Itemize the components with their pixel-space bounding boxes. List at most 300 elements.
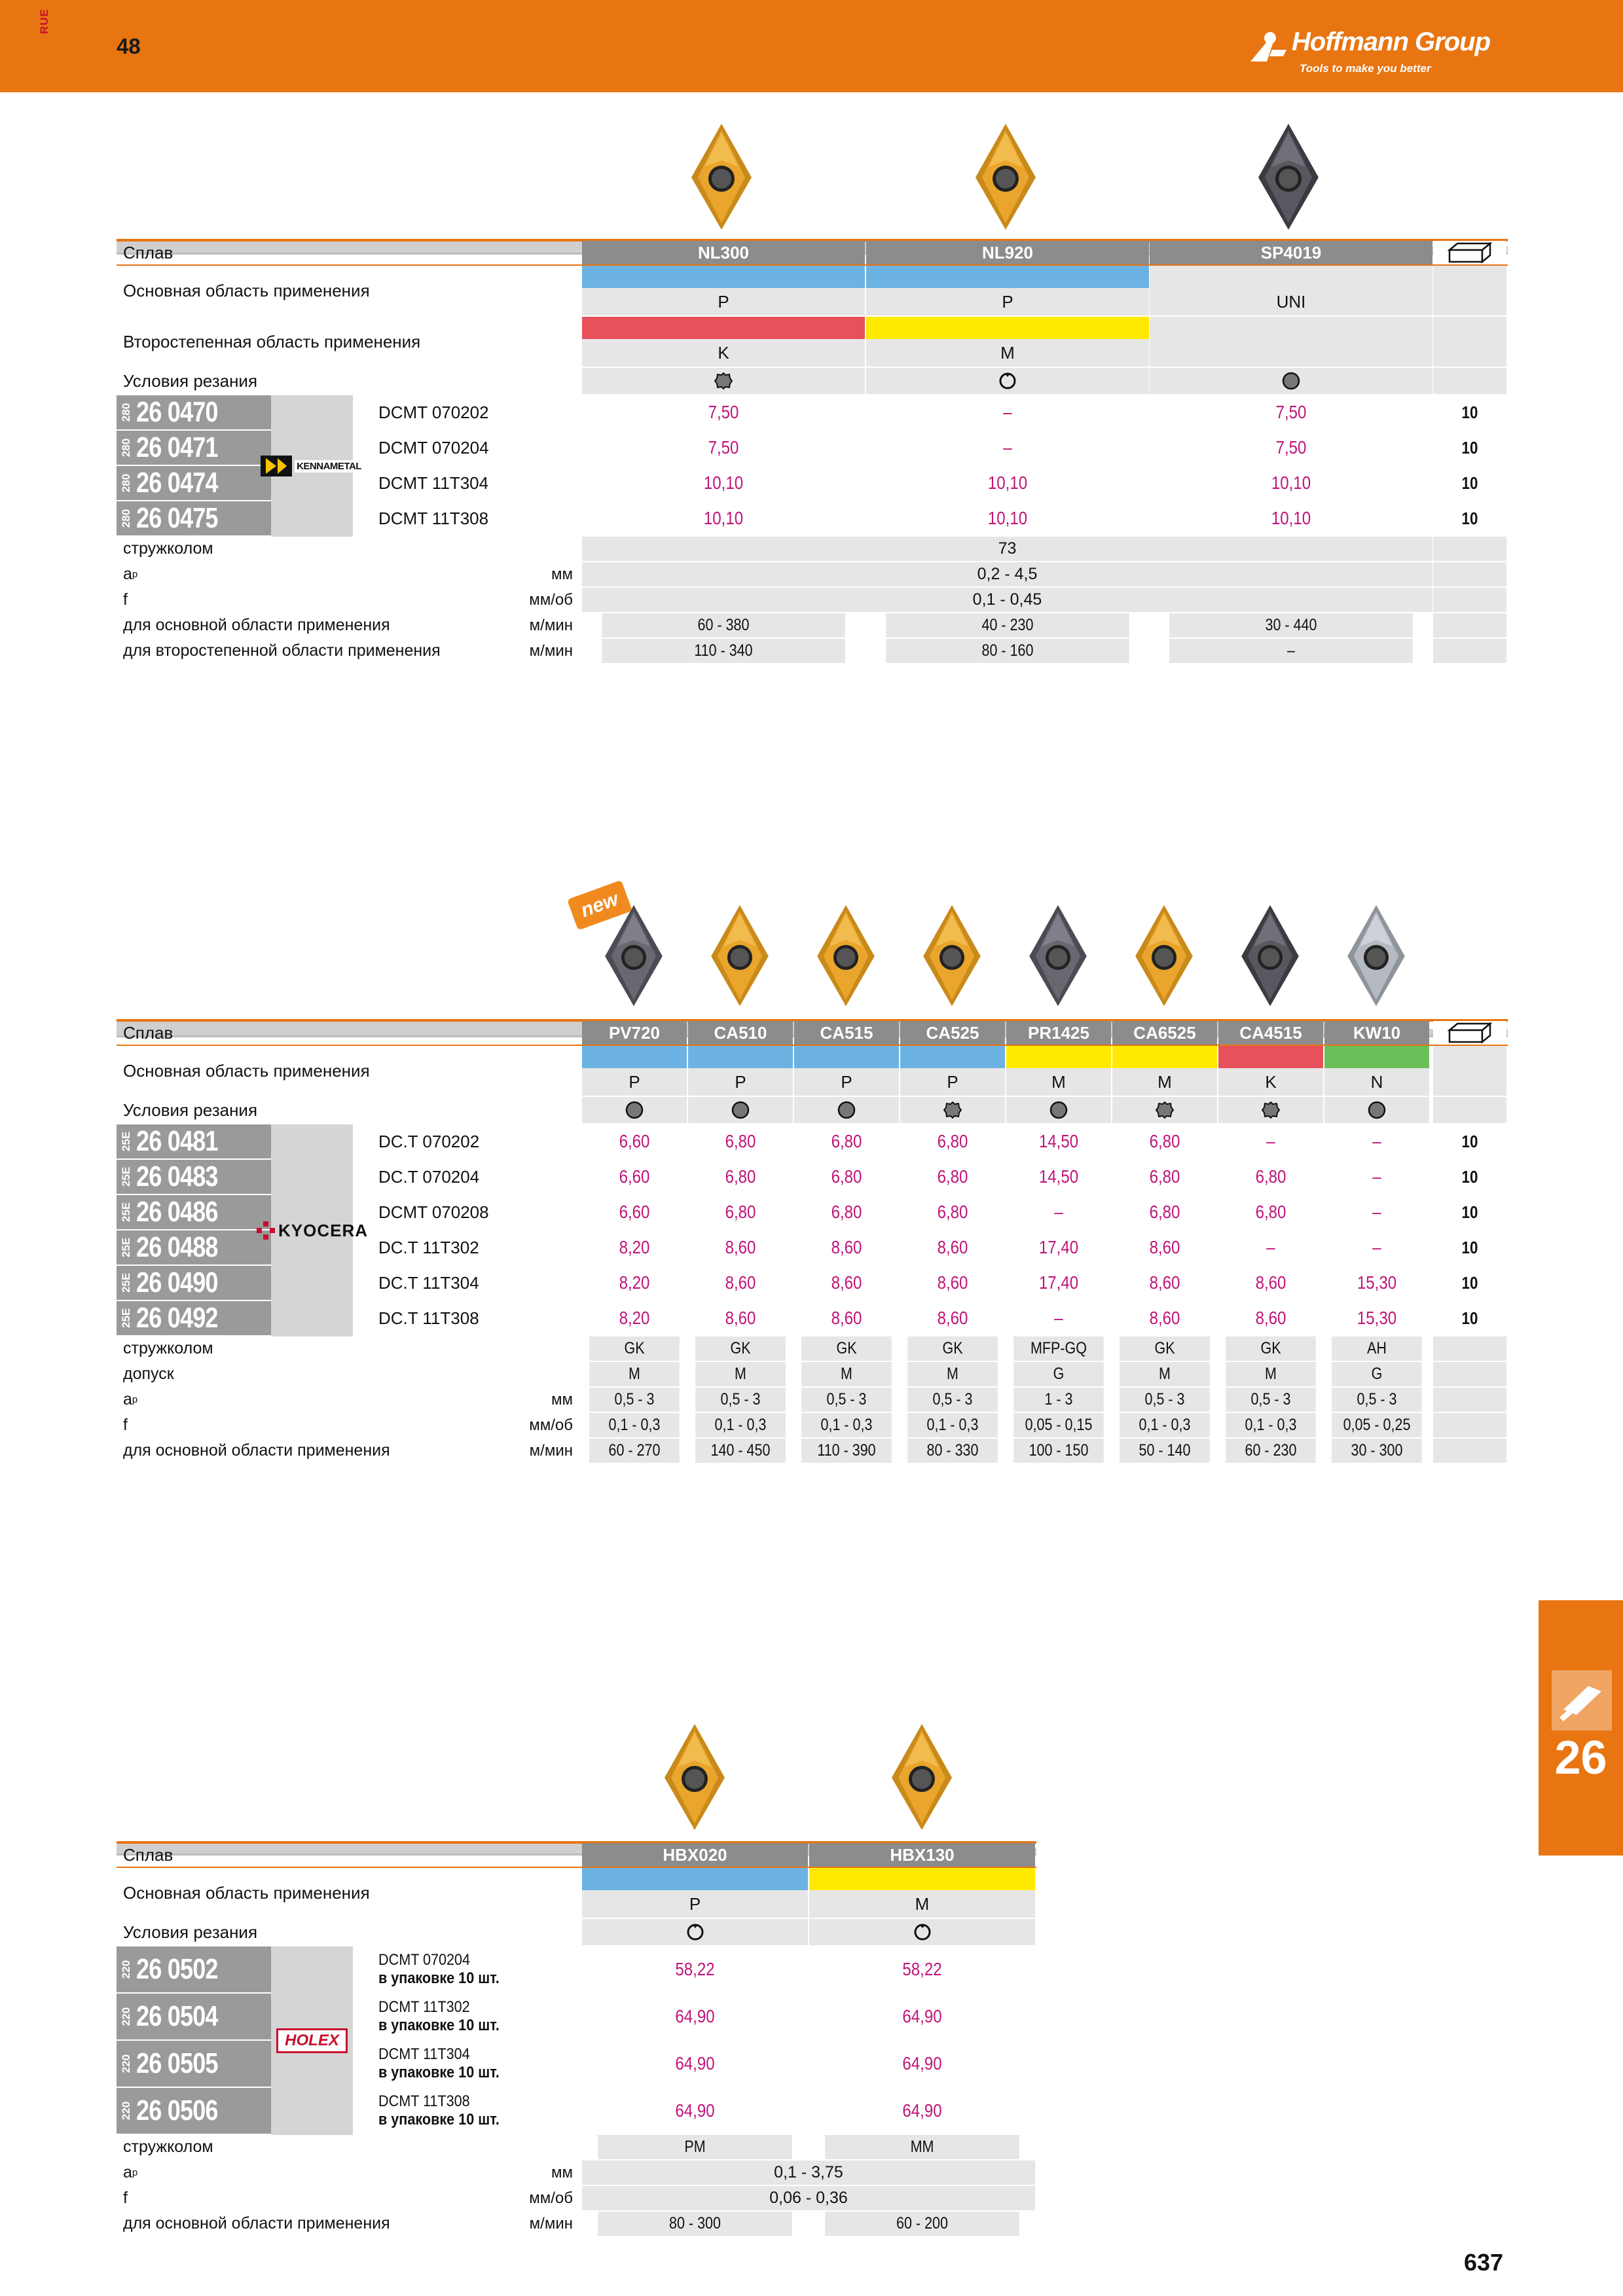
main-area-value: UNI — [1150, 288, 1432, 315]
article-prefix: 25E — [120, 1166, 132, 1187]
price-cell: 7,50 — [708, 437, 739, 457]
pack-qty: 10 — [1461, 1237, 1478, 1257]
price-cell: 6,60 — [619, 1202, 650, 1222]
type-cell — [378, 2088, 575, 2134]
price-cell: 6,60 — [619, 1131, 650, 1151]
ap-row — [117, 2161, 1036, 2185]
price-cell: 6,80 — [937, 1202, 968, 1222]
pack-qty: 10 — [1461, 1308, 1478, 1328]
param-subscript: p — [132, 569, 138, 580]
price-cell: 64,90 — [902, 2100, 942, 2121]
normal-conditions-icon — [913, 1922, 932, 1942]
insert-type: DCMT 070204 — [378, 1951, 471, 1969]
pack-col — [1433, 562, 1506, 586]
grade-header: NL300 — [582, 241, 865, 264]
main-area-value: P — [582, 288, 865, 315]
main-area-row — [117, 1046, 1508, 1096]
alloy-row — [117, 241, 1508, 264]
insert-nl300-icon — [689, 121, 754, 232]
secondary-area-cell — [866, 317, 1149, 367]
pack-col — [1433, 1439, 1506, 1463]
param-value: M — [801, 1362, 892, 1386]
pack-col — [1433, 317, 1506, 367]
insert-type: DCMT 070202 — [378, 402, 489, 422]
param-value: GK — [589, 1336, 680, 1361]
article-number: 26 0502 — [136, 1953, 218, 1985]
param-value: 0,1 - 0,3 — [1120, 1413, 1210, 1437]
param-value: 0,5 - 3 — [907, 1388, 998, 1412]
chipbreaker-row-label: стружколом — [123, 2138, 213, 2156]
conditions-label: Условия резания — [123, 1100, 258, 1120]
alloy-label: Сплав — [123, 1844, 173, 1865]
pack-text: в упаковке 10 шт. — [378, 1969, 500, 1987]
grade-header: CA6525 — [1112, 1021, 1217, 1045]
package-icon — [1447, 241, 1493, 264]
pack-text: в упаковке 10 шт. — [378, 2064, 500, 2081]
price-cell: 8,60 — [937, 1272, 968, 1293]
secondary-area-value — [1150, 339, 1432, 367]
pack-qty: 10 — [1461, 437, 1478, 457]
price-cell: 8,60 — [831, 1272, 862, 1293]
unit: мм — [551, 565, 573, 583]
normal-conditions-icon — [998, 371, 1017, 391]
interrupted-conditions-icon — [943, 1100, 962, 1120]
param-value: 0,5 - 3 — [589, 1388, 680, 1412]
kyocera-logo — [256, 1221, 368, 1241]
chipbreaker-row — [117, 537, 1508, 561]
main-area-cell — [1112, 1046, 1217, 1096]
grade-header: CA4515 — [1218, 1021, 1323, 1045]
main-area-cell — [582, 1868, 808, 1918]
catalog-page-number: 48 — [117, 34, 141, 58]
table-kyocera — [117, 1021, 1508, 1460]
main-area-value: P — [582, 1890, 808, 1918]
alloy-row — [117, 1843, 1036, 1867]
main-area-value: P — [688, 1068, 793, 1096]
insert-ca515-icon — [814, 903, 877, 1009]
grade-header: NL920 — [866, 241, 1149, 264]
brand-logo-area — [271, 395, 361, 537]
price-cell: – — [1372, 1237, 1381, 1257]
pack-qty: 10 — [1461, 1202, 1478, 1222]
article-prefix: 280 — [120, 438, 132, 457]
article-prefix: 220 — [120, 1960, 132, 1979]
brand-logo — [1247, 26, 1516, 80]
conditions-row — [117, 368, 1508, 394]
price-cell: – — [1266, 1131, 1275, 1151]
secondary-area-row — [117, 317, 1508, 367]
price-cell: 15,30 — [1357, 1308, 1397, 1328]
param-value: GK — [695, 1336, 786, 1361]
pack-col — [1433, 1413, 1506, 1437]
material-color-bar — [582, 1868, 808, 1890]
param-value: M — [1226, 1362, 1316, 1386]
price-cell: 8,20 — [619, 1237, 650, 1257]
condition-cell — [809, 1919, 1035, 1945]
price-cell: 6,80 — [831, 1131, 862, 1151]
insert-hbx130-icon — [889, 1721, 955, 1833]
pack-col — [1433, 639, 1506, 663]
price-cell: 7,50 — [1275, 402, 1307, 422]
article-number-box — [117, 501, 271, 535]
article-number: 26 0471 — [136, 431, 218, 463]
unit: мм — [551, 1390, 573, 1408]
price-cell: 6,80 — [725, 1202, 756, 1222]
pack-text: в упаковке 10 шт. — [378, 2111, 500, 2128]
main-area-label: Основная область применения — [123, 1060, 370, 1081]
param-value: M — [589, 1362, 680, 1386]
param-value: MM — [825, 2135, 1019, 2159]
hoffmann-logo-icon — [1247, 30, 1293, 63]
grade-header: CA515 — [794, 1021, 899, 1045]
grade-header: HBX020 — [582, 1843, 808, 1867]
interrupted-conditions-icon — [1155, 1100, 1175, 1120]
vc-main-row — [117, 1439, 1508, 1463]
table-holex — [117, 1843, 1036, 2233]
article-number-box — [117, 466, 271, 500]
article-prefix: 220 — [120, 2101, 132, 2121]
secondary-area-value: K — [582, 339, 865, 367]
vc-main-row-label: для основной области применения — [123, 616, 390, 634]
price-cell: 7,50 — [1275, 437, 1307, 457]
price-cell: 8,60 — [1149, 1308, 1180, 1328]
unit: мм — [551, 2163, 573, 2181]
price-cell: 6,80 — [831, 1166, 862, 1187]
price-cell: 10,10 — [987, 473, 1028, 493]
insert-ca525-icon — [921, 903, 983, 1009]
price-cell: – — [1372, 1131, 1381, 1151]
pack-col — [1433, 537, 1506, 561]
page-number: 637 — [1464, 2249, 1504, 2276]
article-number: 26 0483 — [136, 1160, 218, 1193]
condition-cell — [1006, 1097, 1111, 1123]
main-area-cell — [866, 266, 1149, 315]
type-cell — [378, 1946, 575, 1992]
insert-hbx020-icon — [662, 1721, 727, 1833]
pack-col — [1433, 1046, 1506, 1096]
grade-header: SP4019 — [1150, 241, 1432, 264]
article-number-box — [117, 2041, 271, 2087]
price-cell: 15,30 — [1357, 1272, 1397, 1293]
price-cell: 64,90 — [675, 2100, 715, 2121]
article-row — [117, 2088, 1036, 2134]
insert-type: DCMT 11T302 — [378, 1998, 470, 2016]
param-value: AH — [1332, 1336, 1422, 1361]
price-cell: 10,10 — [1271, 508, 1311, 528]
unit: мм/об — [529, 590, 573, 609]
condition-cell — [866, 368, 1149, 394]
condition-cell — [582, 368, 865, 394]
price-cell: – — [1372, 1166, 1381, 1187]
unit: мм/об — [529, 2189, 573, 2207]
grade-header: CA510 — [688, 1021, 793, 1045]
insert-tool-icon — [1550, 1669, 1613, 1732]
stable-conditions-icon — [731, 1100, 750, 1120]
article-number: 26 0475 — [136, 502, 218, 534]
ap-row — [117, 1388, 1508, 1412]
pack-col — [1433, 588, 1506, 612]
price-cell: 10,10 — [703, 473, 744, 493]
ap-row — [117, 562, 1508, 586]
param-value: G — [1013, 1362, 1104, 1386]
price-cell: 7,50 — [708, 402, 739, 422]
article-number-box — [117, 1301, 271, 1335]
article-number-box — [117, 1994, 271, 2039]
main-area-cell — [582, 1046, 687, 1096]
chapter-tab[interactable] — [1539, 1600, 1623, 1856]
param-value: GK — [801, 1336, 892, 1361]
price-cell: 6,80 — [831, 1202, 862, 1222]
secondary-area-value: M — [866, 339, 1149, 367]
insert-nl920-icon — [973, 121, 1038, 232]
holex-logo-text: HOLEX — [285, 2032, 339, 2049]
price-cell: 6,80 — [725, 1131, 756, 1151]
alloy-label: Сплав — [123, 242, 173, 262]
material-color-bar — [1324, 1046, 1429, 1068]
tolerance-row — [117, 1362, 1508, 1386]
price-cell: 6,80 — [1149, 1166, 1180, 1187]
param-value: 0,1 - 0,45 — [582, 588, 1432, 612]
unit: мм/об — [529, 1416, 573, 1434]
main-area-value: P — [794, 1068, 899, 1096]
conditions-label: Условия резания — [123, 370, 258, 391]
chipbreaker-row — [117, 2135, 1036, 2159]
main-area-value: P — [900, 1068, 1005, 1096]
param-value: GK — [1226, 1336, 1316, 1361]
param-value: 110 - 390 — [801, 1439, 892, 1463]
insert-type: DCMT 11T304 — [378, 2045, 470, 2063]
language-code: RUE — [38, 9, 50, 34]
normal-conditions-icon — [685, 1922, 705, 1942]
insert-type: DCMT 11T308 — [378, 508, 489, 528]
price-cell: – — [1054, 1308, 1063, 1328]
package-header — [1433, 1021, 1506, 1045]
price-cell: 58,22 — [675, 1959, 715, 1979]
package-icon — [1447, 1021, 1493, 1045]
main-area-value: P — [582, 1068, 687, 1096]
secondary-area-cell — [1150, 317, 1432, 367]
price-cell: 14,50 — [1038, 1166, 1079, 1187]
price-cell: – — [1003, 402, 1012, 422]
vc-main-row — [117, 613, 1508, 637]
stable-conditions-icon — [1049, 1100, 1068, 1120]
grade-header: CA525 — [900, 1021, 1005, 1045]
kennametal-mark-icon — [261, 456, 292, 476]
main-area-value: M — [1112, 1068, 1217, 1096]
insert-type: DCMT 070204 — [378, 437, 489, 457]
article-prefix: 25E — [120, 1272, 132, 1293]
f-row-label: f — [123, 1416, 128, 1434]
insert-ca4515-icon — [1239, 903, 1302, 1009]
material-color-bar — [688, 1046, 793, 1068]
insert-type: DCMT 11T308 — [378, 2092, 470, 2110]
param-value: 140 - 450 — [695, 1439, 786, 1463]
type-cell — [378, 1994, 575, 2039]
pack-qty: 10 — [1461, 402, 1478, 422]
price-cell: 8,20 — [619, 1272, 650, 1293]
grade-header: HBX130 — [809, 1843, 1035, 1867]
vc-sec-row-label: для второстепенной области применения — [123, 641, 441, 660]
condition-cell — [794, 1097, 899, 1123]
param-value: 80 - 300 — [598, 2212, 792, 2236]
alloy-label: Сплав — [123, 1022, 173, 1043]
param-value: 0,05 - 0,25 — [1332, 1413, 1422, 1437]
f-row — [117, 2186, 1036, 2210]
param-value: 0,5 - 3 — [1226, 1388, 1316, 1412]
stable-conditions-icon — [1281, 371, 1301, 391]
param-symbol: a — [123, 565, 132, 583]
price-cell: 8,60 — [1149, 1237, 1180, 1257]
article-prefix: 25E — [120, 1237, 132, 1257]
price-cell: 8,60 — [725, 1272, 756, 1293]
price-cell: 58,22 — [902, 1959, 942, 1979]
param-value: M — [695, 1362, 786, 1386]
price-cell: 10,10 — [703, 508, 744, 528]
pack-text: в упаковке 10 шт. — [378, 2017, 500, 2034]
param-subscript: p — [132, 2167, 138, 2178]
param-value: 0,05 - 0,15 — [1013, 1413, 1104, 1437]
article-number: 26 0492 — [136, 1302, 218, 1334]
secondary-area-cell — [582, 317, 865, 367]
price-cell: 8,60 — [831, 1308, 862, 1328]
article-number: 26 0506 — [136, 2094, 218, 2126]
table-kennametal — [117, 241, 1508, 660]
article-row — [117, 2041, 1036, 2087]
article-number-box — [117, 1124, 271, 1158]
article-number: 26 0474 — [136, 467, 218, 499]
unit: м/мин — [529, 641, 573, 660]
alloy-row — [117, 1021, 1508, 1045]
article-number-box — [117, 1195, 271, 1229]
param-value: 60 - 270 — [589, 1439, 680, 1463]
tolerance-row-label: допуск — [123, 1365, 174, 1383]
pack-qty: 10 — [1461, 1131, 1478, 1151]
param-value: 60 - 230 — [1226, 1439, 1316, 1463]
price-cell: 6,60 — [619, 1166, 650, 1187]
material-color-bar — [1218, 1046, 1323, 1068]
price-cell: 6,80 — [1149, 1202, 1180, 1222]
main-area-cell — [688, 1046, 793, 1096]
main-area-cell — [794, 1046, 899, 1096]
article-prefix: 280 — [120, 403, 132, 422]
pack-col — [1433, 1097, 1506, 1123]
param-value: 0,1 - 0,3 — [589, 1413, 680, 1437]
price-cell: 10,10 — [1271, 473, 1311, 493]
insert-type: DCMT 11T304 — [378, 473, 489, 493]
param-value: 0,5 - 3 — [1120, 1388, 1210, 1412]
price-cell: 8,60 — [831, 1237, 862, 1257]
price-cell: – — [1003, 437, 1012, 457]
param-value: G — [1332, 1362, 1422, 1386]
chipbreaker-row — [117, 1336, 1508, 1361]
article-row — [117, 1946, 1036, 1992]
vc-main-row-label: для основной области применения — [123, 1441, 390, 1460]
pack-qty: 10 — [1461, 508, 1478, 528]
vc-sec-row — [117, 639, 1508, 663]
param-value: 0,06 - 0,36 — [582, 2186, 1035, 2210]
condition-cell — [582, 1097, 687, 1123]
insert-ca6525-icon — [1133, 903, 1195, 1009]
interrupted-conditions-icon — [714, 371, 733, 391]
stable-conditions-icon — [1367, 1100, 1387, 1120]
article-prefix: 220 — [120, 2007, 132, 2026]
param-value: 0,1 - 0,3 — [1226, 1413, 1316, 1437]
main-area-cell — [1324, 1046, 1429, 1096]
article-prefix: 280 — [120, 509, 132, 528]
price-cell: 8,60 — [725, 1308, 756, 1328]
price-cell: 64,90 — [902, 2053, 942, 2073]
conditions-row — [117, 1097, 1508, 1123]
main-area-row — [117, 266, 1508, 315]
conditions-label: Условия резания — [123, 1922, 258, 1942]
brand-logo-area — [271, 1946, 353, 2135]
grade-header: PR1425 — [1006, 1021, 1111, 1045]
param-value: 80 - 330 — [907, 1439, 998, 1463]
grade-header: KW10 — [1324, 1021, 1429, 1045]
material-color-bar — [1150, 266, 1432, 288]
price-cell: 8,60 — [1255, 1308, 1286, 1328]
article-number: 26 0504 — [136, 2000, 218, 2032]
pack-col — [1433, 1388, 1506, 1412]
param-value: 30 - 300 — [1332, 1439, 1422, 1463]
pack-col — [1433, 1336, 1506, 1361]
insert-type: DC.T 11T304 — [378, 1272, 479, 1293]
material-color-bar — [582, 266, 865, 288]
material-color-bar — [900, 1046, 1005, 1068]
interrupted-conditions-icon — [1261, 1100, 1281, 1120]
material-color-bar — [866, 266, 1149, 288]
stable-conditions-icon — [837, 1100, 856, 1120]
main-area-label: Основная область применения — [123, 280, 370, 300]
param-value: 0,2 - 4,5 — [582, 562, 1432, 586]
secondary-area-label: Второстепенная область применения — [123, 331, 421, 351]
holex-logo — [276, 2028, 348, 2053]
param-value: 0,1 - 0,3 — [907, 1413, 998, 1437]
main-area-value: M — [1006, 1068, 1111, 1096]
f-row-label: f — [123, 590, 128, 609]
insert-kw10-icon — [1345, 903, 1408, 1009]
brand-logo-area — [271, 1124, 369, 1336]
unit: м/мин — [529, 1441, 573, 1460]
param-value: M — [907, 1362, 998, 1386]
article-number-box — [117, 1266, 271, 1300]
param-value: 80 - 160 — [886, 639, 1129, 663]
f-row — [117, 1413, 1508, 1437]
price-cell: 8,60 — [937, 1237, 968, 1257]
param-value: 50 - 140 — [1120, 1439, 1210, 1463]
price-cell: 14,50 — [1038, 1131, 1079, 1151]
condition-cell — [1218, 1097, 1323, 1123]
insert-type: DC.T 070202 — [378, 1131, 480, 1151]
article-number-box — [117, 1230, 271, 1265]
param-value: 0,1 - 0,3 — [801, 1413, 892, 1437]
insert-pv720-icon — [602, 903, 665, 1009]
type-cell — [378, 2041, 575, 2087]
unit: м/мин — [529, 616, 573, 634]
article-prefix: 25E — [120, 1131, 132, 1151]
price-cell: 6,80 — [937, 1166, 968, 1187]
main-area-cell — [1218, 1046, 1323, 1096]
pack-qty: 10 — [1461, 1166, 1478, 1187]
price-cell: 8,60 — [937, 1308, 968, 1328]
price-cell: 6,80 — [1255, 1202, 1286, 1222]
insert-type: DC.T 11T308 — [378, 1308, 479, 1328]
main-area-value: P — [866, 288, 1149, 315]
article-prefix: 220 — [120, 2054, 132, 2073]
article-number: 26 0490 — [136, 1266, 218, 1299]
condition-cell — [1112, 1097, 1217, 1123]
stable-conditions-icon — [625, 1100, 644, 1120]
